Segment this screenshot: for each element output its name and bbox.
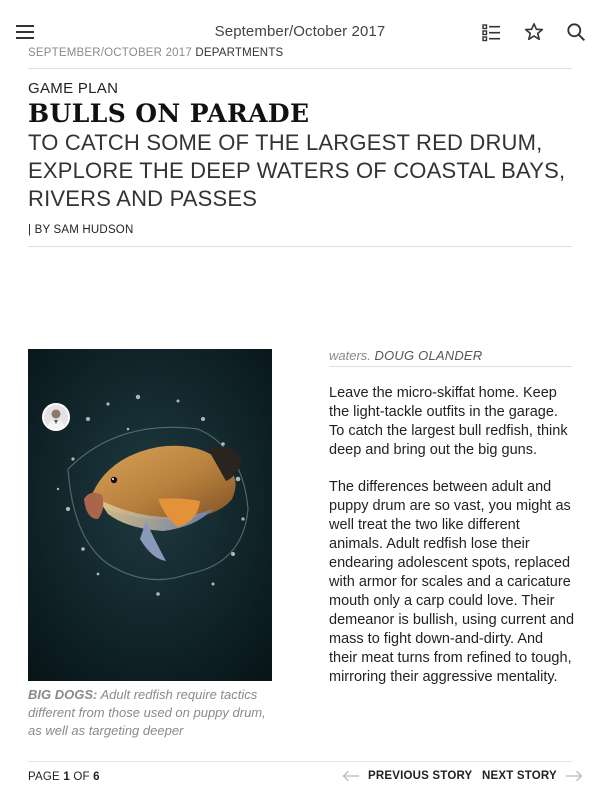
breadcrumb (28, 47, 283, 59)
divider (28, 761, 572, 762)
divider (28, 68, 572, 69)
article-headline: BULLS ON PARADE (28, 99, 310, 128)
top-icons (482, 22, 586, 42)
breadcrumb-section[interactable]: DEPARTMENTS (195, 47, 284, 59)
photo-credit: DOUG OLANDER (374, 348, 483, 363)
body-paragraph: Leave the micro-skiffat home. Keep the light-tackle outfits in the garage. To catch the largest bull redfish, think deep and bring out the big guns. (329, 385, 568, 458)
breadcrumb-issue[interactable]: SEPTEMBER/OCTOBER 2017 (28, 47, 192, 59)
arrow-left-icon (342, 770, 360, 782)
page-current: 1 (63, 771, 70, 783)
article-body (329, 384, 575, 705)
next-story-button[interactable] (482, 770, 583, 782)
next-story-label: NEXT STORY (482, 770, 557, 782)
arrow-right-icon (565, 770, 583, 782)
star-icon[interactable] (524, 22, 544, 42)
page-indicator (28, 771, 100, 783)
issue-title: September/October 2017 (214, 23, 386, 40)
avatar[interactable] (42, 403, 70, 431)
list-icon[interactable] (482, 22, 502, 42)
page-of: OF (73, 771, 90, 783)
caption-continued (329, 348, 482, 363)
body-paragraph: The differences between adult and puppy drum are so vast, you might as well treat the two like different animals. Adult redfish lose their endearing adolescent spots, replaced with armor for scales and a caricature mouth only a carp could love. Their demeanor is bullish, using current and mass to fight down-and-dirty. And their meat turns from refined to tough, mirroring their aggressive mentality. (329, 479, 575, 685)
article-kicker: GAME PLAN (28, 80, 119, 97)
previous-story-button[interactable] (342, 770, 472, 782)
photo-caption (28, 686, 272, 740)
search-icon[interactable] (566, 22, 586, 42)
article-subhead: TO CATCH SOME OF THE LARGEST RED DRUM, EXPLORE THE DEEP WATERS OF COASTAL BAYS, RIVERS AND PASSES (28, 130, 566, 211)
article-photo[interactable] (28, 349, 272, 681)
divider (28, 246, 572, 247)
divider (329, 366, 572, 367)
caption-text: Adult redfish require tactics different from those used on puppy drum, as well as targeting deeper (28, 687, 266, 738)
caption-label: BIG DOGS: (28, 687, 98, 702)
page-total: 6 (93, 771, 100, 783)
previous-story-label: PREVIOUS STORY (368, 770, 473, 782)
top-bar (0, 0, 600, 46)
caption-continued-text: waters. (329, 348, 371, 363)
article-byline: | BY SAM HUDSON (28, 224, 134, 236)
footer-nav (0, 770, 600, 786)
page-label: PAGE (28, 771, 60, 783)
